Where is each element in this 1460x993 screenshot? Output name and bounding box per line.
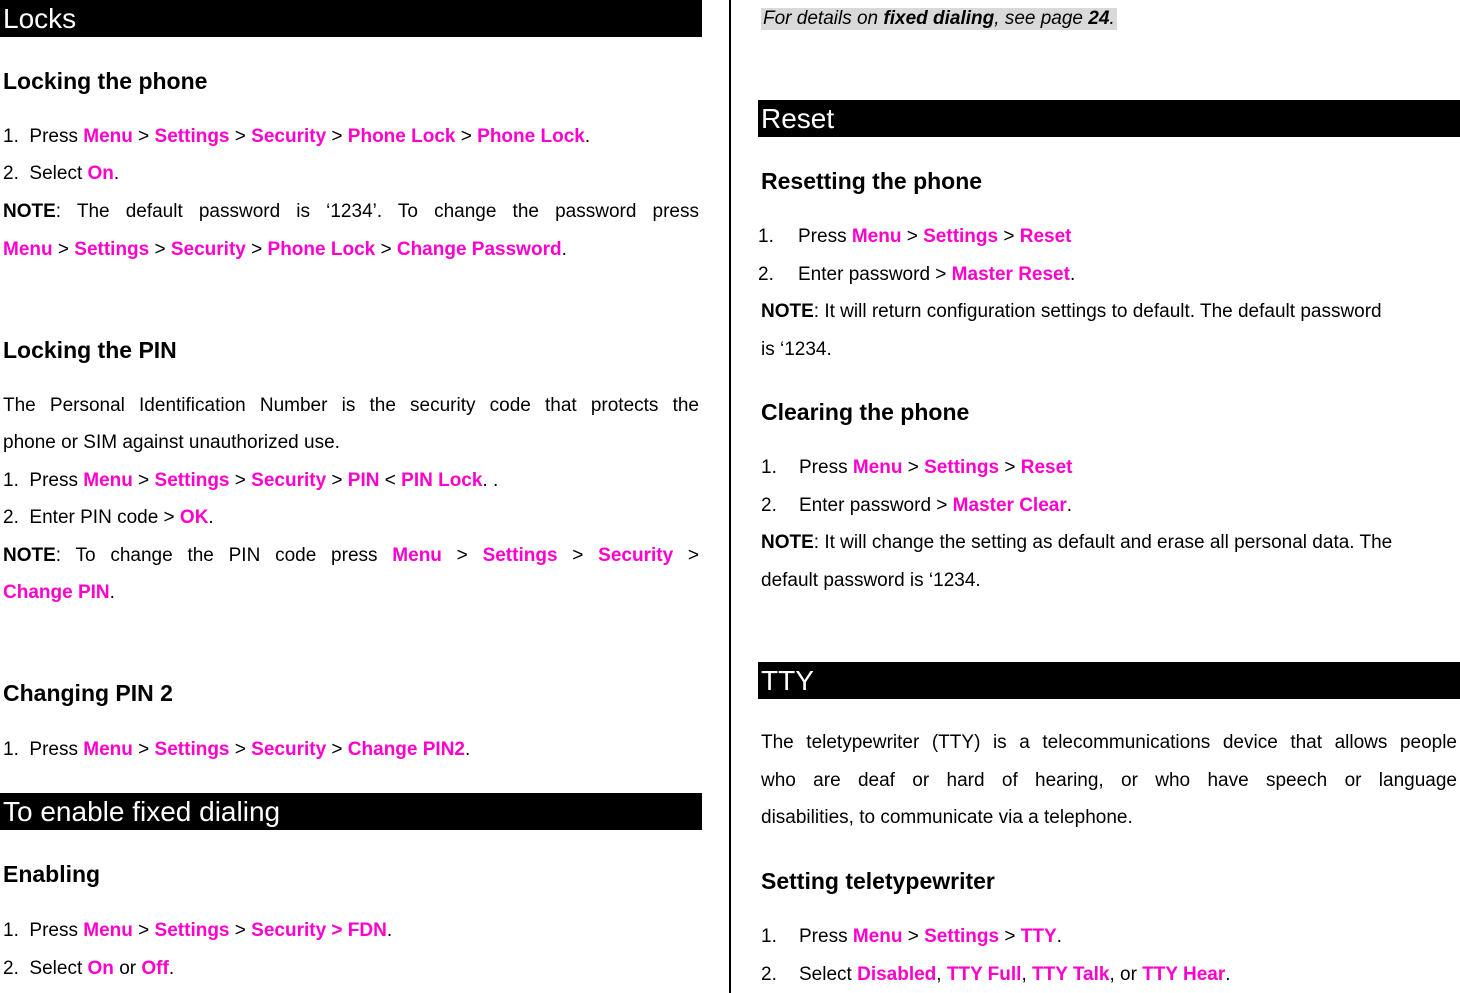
tty-paragraph-line-3: disabilities, to communicate via a telephone. bbox=[761, 807, 1133, 828]
resetting-step-1: 1. Press Menu > Settings > Reset bbox=[758, 226, 1072, 247]
section-title-tty: TTY bbox=[761, 665, 814, 696]
menu-ref: Menu bbox=[83, 126, 133, 147]
settings-ref: Settings bbox=[154, 126, 230, 147]
section-title-fixed-dialing: To enable fixed dialing bbox=[3, 796, 281, 827]
section-bar-tty bbox=[758, 662, 1460, 699]
locking-pin-step-2: 2. Enter PIN code > OK. bbox=[3, 507, 214, 528]
locking-pin-step-1: 1. Press Menu > Settings > Security > PIN < PIN Lock. . bbox=[3, 470, 499, 491]
section-bar-fixed-dialing bbox=[0, 793, 702, 830]
locking-pin-note-line-2: Change PIN. bbox=[3, 582, 115, 603]
security-ref: Security bbox=[251, 126, 327, 147]
section-bar-locks bbox=[0, 0, 702, 37]
enabling-step-1: 1. Press Menu > Settings > Security > FDN. bbox=[3, 920, 393, 941]
clearing-step-1: 1. Press Menu > Settings > Reset bbox=[761, 457, 1073, 478]
heading-setting-tty: Setting teletypewriter bbox=[761, 868, 995, 894]
clearing-note-line-2: default password is ‘1234. bbox=[761, 570, 981, 591]
heading-locking-phone: Locking the phone bbox=[3, 68, 208, 94]
on-ref: On bbox=[87, 163, 114, 184]
locking-phone-note-line-1: NOTE: The default password is ‘1234’. To change the password press bbox=[3, 201, 699, 222]
pin-paragraph-line-2: phone or SIM against unauthorized use. bbox=[3, 432, 340, 453]
resetting-note-line-2: is ‘1234. bbox=[761, 339, 832, 360]
heading-changing-pin2: Changing PIN 2 bbox=[3, 680, 173, 706]
section-title-locks: Locks bbox=[3, 3, 77, 34]
heading-locking-pin: Locking the PIN bbox=[3, 337, 177, 363]
section-title-reset: Reset bbox=[761, 103, 835, 134]
phone-lock-ref: Phone Lock bbox=[347, 126, 456, 147]
details-note: For details on fixed dialing, see page 24. bbox=[763, 8, 1115, 29]
tty-paragraph-line-2: who are deaf or hard of hearing, or who have speech or language bbox=[761, 770, 1457, 791]
resetting-note-line-1: NOTE: It will return configuration settings to default. The default password bbox=[761, 301, 1382, 322]
setting-tty-step-1: 1. Press Menu > Settings > TTY. bbox=[761, 926, 1062, 947]
locking-phone-step-1: 1. Press Menu > Settings > Security > Phone Lock > Phone Lock. bbox=[3, 126, 591, 147]
locking-pin-note-line-1: NOTE: To change the PIN code press Menu > Settings > Security > bbox=[3, 545, 700, 566]
column-divider bbox=[729, 0, 731, 993]
resetting-step-2: 2. Enter password > Master Reset. bbox=[758, 264, 1076, 285]
changing-pin2-step-1: 1. Press Menu > Settings > Security > Change PIN2. bbox=[3, 739, 471, 760]
heading-enabling: Enabling bbox=[3, 861, 101, 887]
heading-resetting: Resetting the phone bbox=[761, 168, 983, 194]
heading-clearing: Clearing the phone bbox=[761, 399, 970, 425]
tty-paragraph-line-1: The teletypewriter (TTY) is a telecommunications device that allows people bbox=[761, 732, 1457, 753]
setting-tty-step-2: 2. Select Disabled, TTY Full, TTY Talk, or TTY Hear. bbox=[761, 964, 1231, 985]
pin-paragraph-line-1: The Personal Identification Number is the security code that protects the bbox=[3, 395, 699, 416]
section-bar-reset bbox=[758, 100, 1460, 137]
enabling-step-2: 2. Select On or Off. bbox=[3, 958, 175, 979]
phone-lock-ref: Phone Lock bbox=[477, 126, 585, 147]
clearing-note-line-1: NOTE: It will change the setting as default and erase all personal data. The bbox=[761, 532, 1393, 553]
locking-phone-note-line-2: Menu > Settings > Security > Phone Lock > Change Password. bbox=[3, 239, 567, 260]
clearing-step-2: 2. Enter password > Master Clear. bbox=[761, 495, 1073, 516]
locking-phone-step-2: 2. Select On. bbox=[3, 163, 120, 184]
